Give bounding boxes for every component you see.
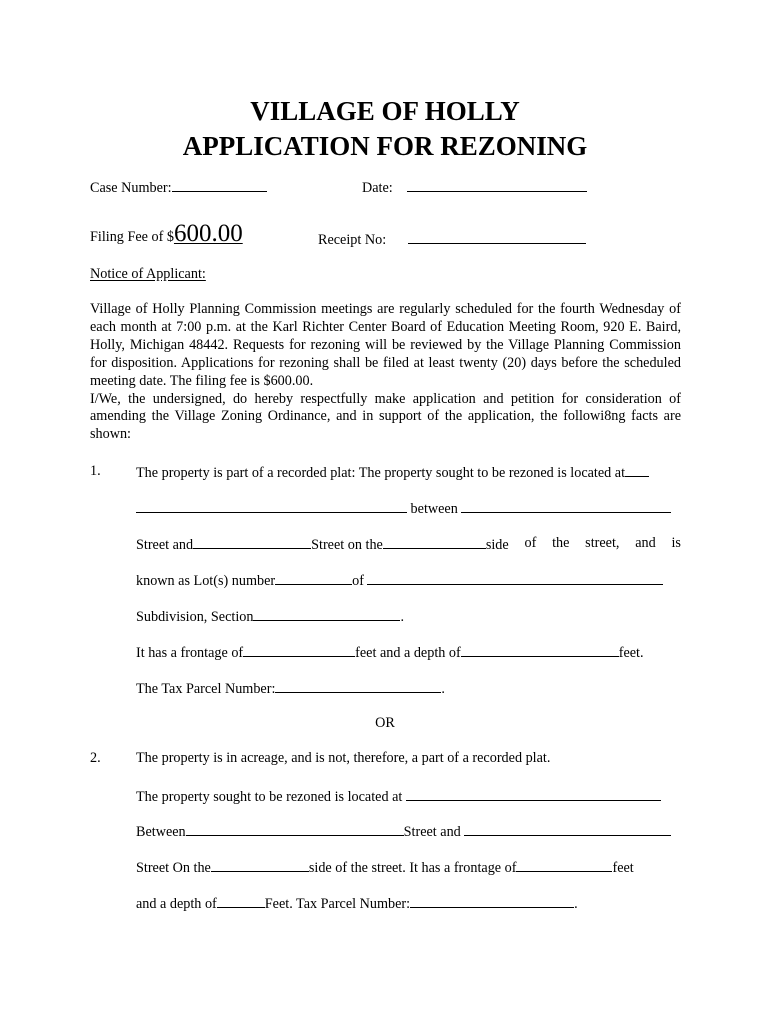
acreage-frontage-label: side of the street. It has a frontage of xyxy=(308,860,517,876)
section2-line1: The property is in acreage, and is not, therefore, a part of a recorded plat. xyxy=(136,750,551,766)
case-number-row xyxy=(90,177,267,197)
or-separator: OR xyxy=(375,715,395,731)
receipt-row xyxy=(318,229,586,249)
case-number-label: Case Number: xyxy=(90,180,172,196)
section1-street-row xyxy=(136,534,681,554)
receipt-label: Receipt No: xyxy=(318,232,387,248)
frontage-field[interactable] xyxy=(243,642,355,657)
street-word: street, xyxy=(585,535,620,551)
tax-parcel-field[interactable] xyxy=(275,678,441,693)
section2-number: 2. xyxy=(90,750,101,766)
subdivision-label: Subdivision, Section xyxy=(136,609,254,625)
acreage-street-and-label: Street and xyxy=(403,824,461,840)
filing-fee-row xyxy=(90,220,243,251)
notice-heading: Notice of Applicant: xyxy=(90,266,206,282)
section2-depth-row xyxy=(136,893,578,913)
lot-subdivision-field[interactable] xyxy=(367,570,663,585)
frontage-label: It has a frontage of xyxy=(136,645,244,661)
tax-parcel-label: The Tax Parcel Number: xyxy=(136,681,276,697)
acreage-depth-field[interactable] xyxy=(217,893,265,908)
plat-street2-field[interactable] xyxy=(461,498,671,513)
notice-body xyxy=(90,301,681,444)
depth-label: feet and a depth of xyxy=(355,645,461,661)
section1-between-row xyxy=(136,498,671,518)
is-word: is xyxy=(671,535,681,551)
lot-of-label: of xyxy=(352,573,364,589)
lot-number-field[interactable] xyxy=(275,570,352,585)
lot-number-label: known as Lot(s) number xyxy=(136,573,276,589)
section1-line1 xyxy=(136,462,649,482)
the-word: the xyxy=(552,535,570,551)
acreage-side-field[interactable] xyxy=(211,857,309,872)
section1-lot-row xyxy=(136,570,663,590)
plat-location-field[interactable] xyxy=(625,462,649,477)
case-number-field[interactable] xyxy=(172,177,267,192)
date-field[interactable] xyxy=(407,177,587,192)
section2-location-row xyxy=(136,786,661,806)
section1-intro-text: The property is part of a recorded plat: The property sought to be rezoned is located at xyxy=(136,465,626,481)
document-title-line2: APPLICATION FOR REZONING xyxy=(182,131,588,161)
depth-field[interactable] xyxy=(461,642,619,657)
receipt-field[interactable] xyxy=(408,229,586,244)
section1-frontage-row xyxy=(136,642,644,662)
acreage-feet-label: feet xyxy=(612,860,634,876)
acreage-street2-field[interactable] xyxy=(464,821,671,836)
notice-paragraph-2: I/We, the undersigned, do hereby respectfully make application and petition for consideration of amending the Village Zoning Ordinance, and in support of the application, the followi8ng facts are shown: xyxy=(90,390,681,443)
plat-street1-field[interactable] xyxy=(136,498,407,513)
of-word: of xyxy=(524,535,537,551)
side-label: side xyxy=(485,537,509,553)
filing-fee-label: Filing Fee of $ xyxy=(90,229,174,245)
section2-street-row xyxy=(136,857,634,877)
street-on-the-label: Street on the xyxy=(311,537,383,553)
street-and-label: Street and xyxy=(136,537,194,553)
between-label: between xyxy=(410,501,458,517)
document-title-line1: VILLAGE OF HOLLY xyxy=(250,96,520,126)
feet-label: feet. xyxy=(618,645,644,661)
date-label: Date: xyxy=(362,180,393,196)
period-mark: . xyxy=(441,681,445,697)
acreage-tax-label: Feet. Tax Parcel Number: xyxy=(264,896,411,912)
plat-street3-field[interactable] xyxy=(193,534,311,549)
acreage-location-field[interactable] xyxy=(406,786,661,801)
section1-tax-row xyxy=(136,678,445,698)
acreage-location-label: The property sought to be rezoned is located at xyxy=(136,789,403,805)
section-field[interactable] xyxy=(253,606,400,621)
and-word: and xyxy=(635,535,656,551)
filing-fee-amount: 600.00 xyxy=(173,220,243,247)
acreage-street-on-label: Street On the xyxy=(136,860,211,876)
acreage-depth-label: and a depth of xyxy=(136,896,217,912)
acreage-between-label: Between xyxy=(136,824,186,840)
section2-between-row xyxy=(136,821,671,841)
acreage-frontage-field[interactable] xyxy=(516,857,612,872)
section1-number: 1. xyxy=(90,463,101,479)
period-mark: . xyxy=(400,609,404,625)
notice-paragraph-1: Village of Holly Planning Commission meetings are regularly scheduled for the fourth Wednesday of each month at 7:00 p.m. at the Karl Richter Center Board of Education Meeting Room, 920 E. Baird, Holly, Michigan 48442. Requests for rezoning will be reviewed by the Village Planning Commission for disposition. Applications for rezoning shall be filed at least twenty (20) days before the scheduled meeting date. The filing fee is $600.00. xyxy=(90,301,681,389)
period-mark: . xyxy=(574,896,578,912)
section1-subdivision-row xyxy=(136,606,404,626)
acreage-street1-field[interactable] xyxy=(186,821,404,836)
acreage-tax-field[interactable] xyxy=(410,893,574,908)
date-row xyxy=(362,177,587,197)
plat-side-field[interactable] xyxy=(383,534,486,549)
